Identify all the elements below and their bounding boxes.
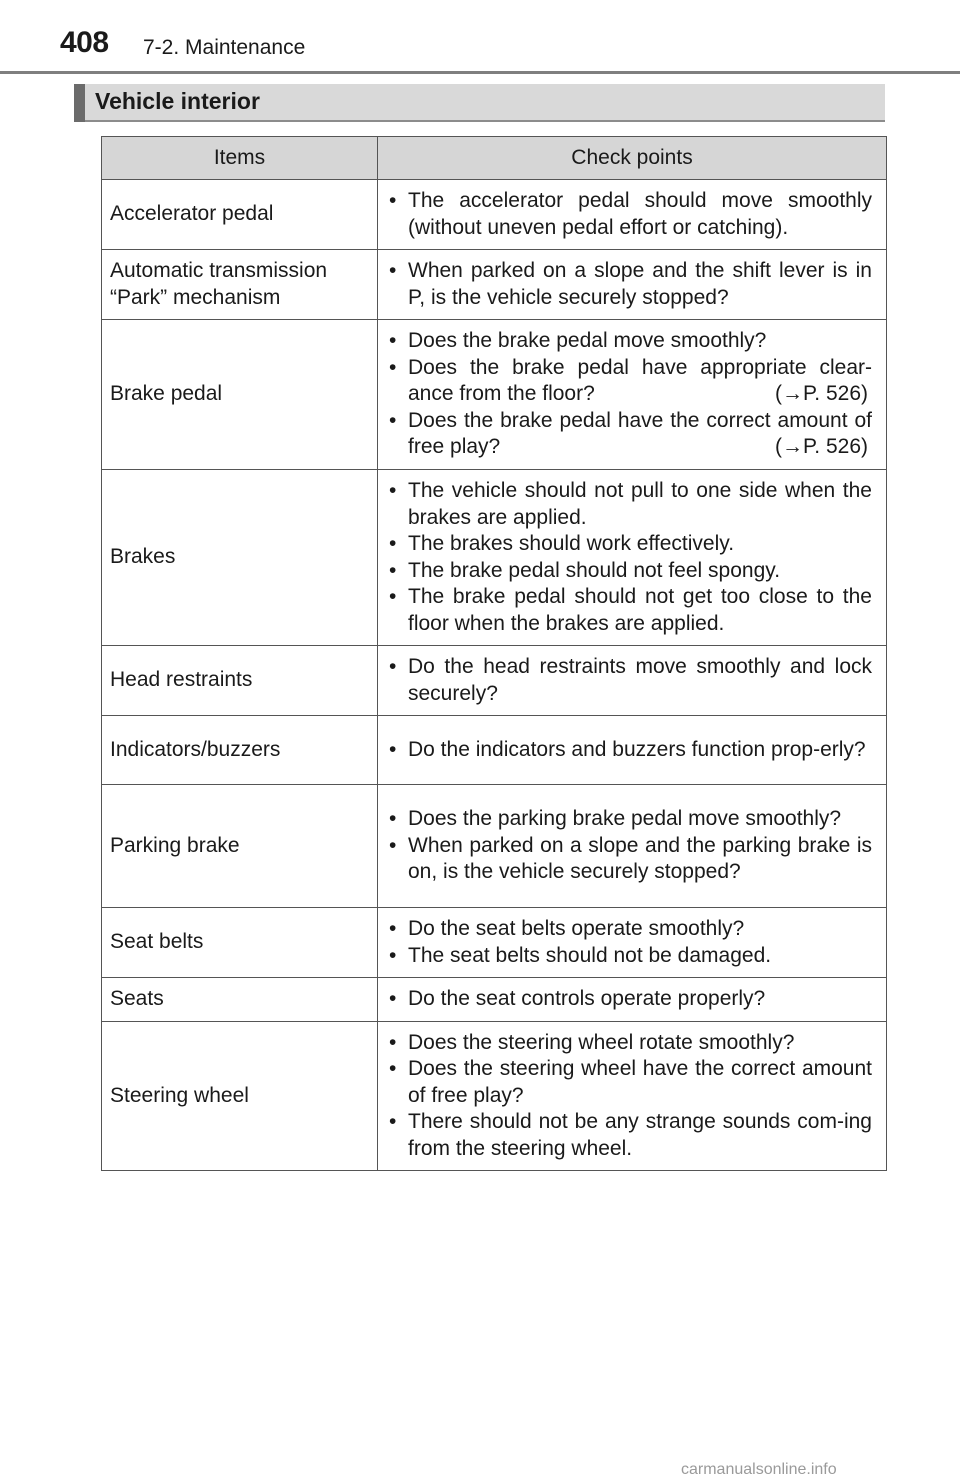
item-cell: Parking brake [102, 785, 378, 908]
check-point: • When parked on a slope and the parking brake is on, is the vehicle securely stopped? [387, 833, 872, 886]
item-cell: Seats [102, 978, 378, 1022]
check-table [101, 136, 887, 1171]
check-point: • The vehicle should not pull to one side when the brakes are applied. [387, 478, 872, 531]
check-point: • When parked on a slope and the shift lever is in P, is the vehicle securely stopped? [387, 258, 872, 311]
check-point: • Does the steering wheel have the correct amount of free play? [387, 1056, 872, 1109]
table-header-row [102, 137, 887, 180]
page-reference: (→P. 526) [775, 435, 868, 459]
item-cell: Head restraints [102, 646, 378, 716]
check-points-cell [378, 250, 887, 320]
table-row [102, 180, 887, 250]
check-points-cell [378, 908, 887, 978]
item-cell: Automatic transmission “Park” mechanism [102, 250, 378, 320]
check-points-cell [378, 646, 887, 716]
check-point: • Do the indicators and buzzers function prop-erly? [387, 737, 872, 764]
check-points-cell [378, 470, 887, 646]
check-point-text: Does the brake pedal have appropriate clear-ance from the floor? [408, 355, 872, 406]
check-point: • Do the seat controls operate properly? [387, 986, 872, 1013]
table-row [102, 716, 887, 785]
item-cell: Accelerator pedal [102, 180, 378, 250]
item-cell: Brakes [102, 470, 378, 646]
check-point: • Does the parking brake pedal move smoothly? [387, 806, 872, 833]
table-row [102, 470, 887, 646]
item-cell: Seat belts [102, 908, 378, 978]
check-point: • The brake pedal should not get too close to the floor when the brakes are applied. [387, 584, 872, 637]
item-cell: Brake pedal [102, 320, 378, 470]
table-row [102, 250, 887, 320]
check-point: • The seat belts should not be damaged. [387, 943, 872, 970]
check-point [387, 355, 872, 408]
column-header-items: Items [102, 137, 378, 180]
item-cell: Indicators/buzzers [102, 716, 378, 785]
check-points-cell [378, 180, 887, 250]
check-points-cell [378, 785, 887, 908]
check-point: • Does the steering wheel rotate smoothly? [387, 1030, 872, 1057]
section-reference: 7-2. Maintenance [143, 36, 306, 59]
check-point: • Does the brake pedal move smoothly? [387, 328, 872, 355]
check-point: • Do the seat belts operate smoothly? [387, 916, 872, 943]
item-cell: Steering wheel [102, 1021, 378, 1171]
section-heading-bar [74, 84, 885, 122]
check-point: • The brake pedal should not feel spongy. [387, 558, 872, 585]
table-row [102, 978, 887, 1022]
table-row [102, 785, 887, 908]
check-points-cell [378, 1021, 887, 1171]
table-row [102, 908, 887, 978]
check-point: • The accelerator pedal should move smoothly (without uneven pedal effort or catching). [387, 188, 872, 241]
check-point [387, 408, 872, 461]
table-row [102, 320, 887, 470]
check-point: • There should not be any strange sounds com-ing from the steering wheel. [387, 1109, 872, 1162]
watermark: carmanualsonline.info [681, 1461, 837, 1478]
table-row [102, 646, 887, 716]
check-point: • Do the head restraints move smoothly and lock securely? [387, 654, 872, 707]
check-points-cell [378, 978, 887, 1022]
check-point-text: Does the brake pedal have the correct amount of free play? [408, 408, 872, 459]
column-header-check-points: Check points [378, 137, 887, 180]
table-row [102, 1021, 887, 1171]
page-number: 408 [60, 26, 109, 59]
check-point: • The brakes should work effectively. [387, 531, 872, 558]
section-title: Vehicle interior [95, 88, 260, 114]
check-points-cell [378, 716, 887, 785]
check-points-cell [378, 320, 887, 470]
page-reference: (→P. 526) [775, 382, 868, 406]
header-divider [0, 71, 960, 74]
